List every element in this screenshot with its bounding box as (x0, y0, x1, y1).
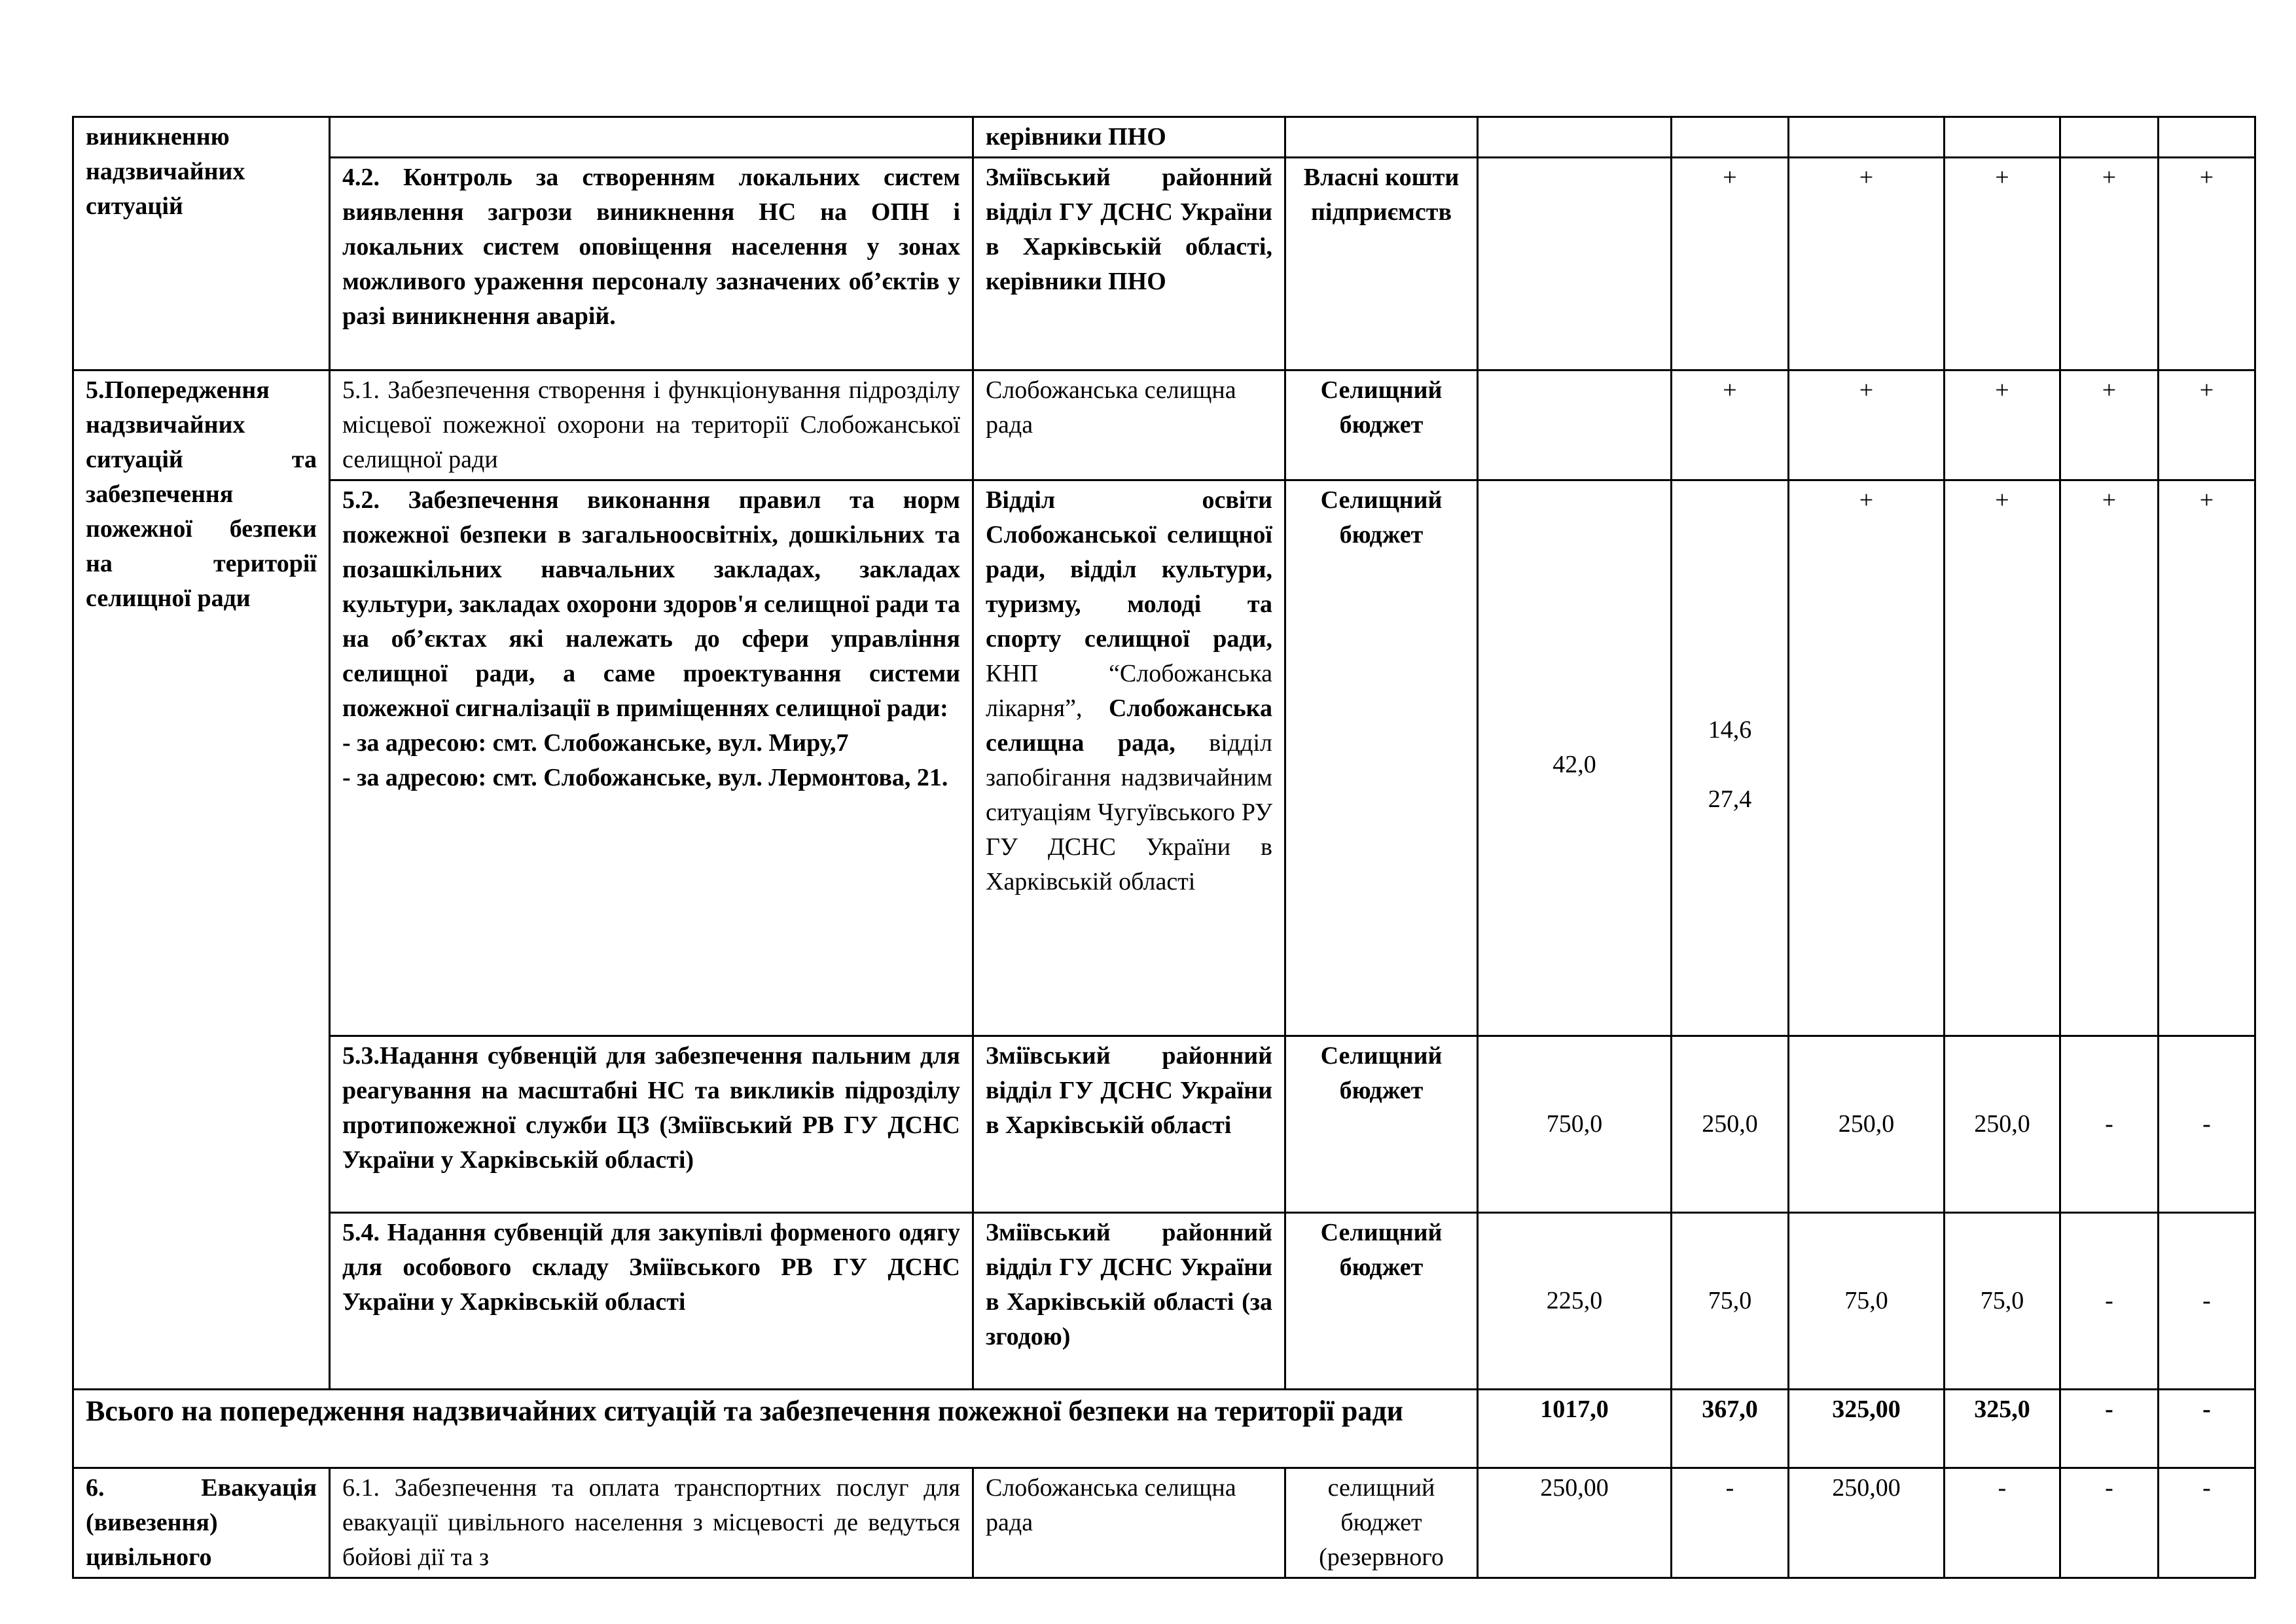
empty-cell (1478, 117, 1672, 158)
empty-cell (2060, 117, 2159, 158)
executor-cell: Зміївський районний відділ ГУ ДСНС України в Харківській області (973, 1036, 1285, 1213)
executor-bold-text-2: Слобожанська селищна рада, (986, 695, 1272, 757)
measures-table (72, 116, 2256, 1579)
year5-cell: + (2159, 480, 2255, 1036)
table-row-5-1 (73, 370, 2255, 480)
year1-cell: + (1672, 370, 1789, 480)
year1-cell: - (1672, 1468, 1789, 1578)
year5-cell: - (2159, 1213, 2255, 1390)
year1-cell: + (1672, 158, 1789, 370)
measure-main-text: 5.2. Забезпечення виконання правил та норм пожежної безпеки в загальноосвітніх, дошкільних та позашкільних навчальних закладах, закладах культури, закладах охорони здоров'я селищної ради та на об’єктах які належать до сфери управління селищної ради, а саме проектування системи пожежної сигналізації в приміщеннях селищної ради: (342, 486, 960, 722)
executor-cell: Слобожанська селищна рада (973, 370, 1285, 480)
year4-cell: + (2060, 158, 2159, 370)
funding-source-cell: селищний бюджет (резервного (1285, 1468, 1478, 1578)
year2-cell: + (1789, 480, 1945, 1036)
year3-cell: - (1945, 1468, 2060, 1578)
year1-value-a: 14,6 (1708, 716, 1752, 744)
year4-cell: - (2060, 1468, 2159, 1578)
measure-cell (330, 480, 973, 1036)
table-row-5-3 (73, 1036, 2255, 1213)
measure-cell: 5.3.Надання субвенцій для забезпечення пальним для реагування на масштабні НС та викликів підрозділу протипожежної служби ЦЗ (Зміївський РВ ГУ ДСНС України у Харківській області) (330, 1036, 973, 1213)
year5-cell: + (2159, 158, 2255, 370)
total-label-cell: Всього на попередження надзвичайних ситуацій та забезпечення пожежної безпеки на території ради (73, 1390, 1478, 1468)
year5-cell: - (2159, 1390, 2255, 1468)
funding-source-cell: Селищний бюджет (1285, 480, 1478, 1036)
year3-cell: 325,0 (1945, 1390, 2060, 1468)
total-cell: 250,00 (1478, 1468, 1672, 1578)
year1-cell: 250,0 (1672, 1036, 1789, 1213)
empty-cell (2159, 117, 2255, 158)
year4-cell: - (2060, 1213, 2159, 1390)
year2-cell: 325,00 (1789, 1390, 1945, 1468)
empty-cell (1672, 117, 1789, 158)
section4-title-cell: виникненню надзвичайних ситуацій (73, 117, 330, 370)
funding-source-cell: Власні кошти підприємств (1285, 158, 1478, 370)
executor-normal-text: КНП “Слобожанська лікарня”, (986, 660, 1272, 722)
year4-cell: - (2060, 1036, 2159, 1213)
measure-cell: 4.2. Контроль за створенням локальних систем виявлення загрози виникнення НС на ОПН і локальних систем оповіщення населення у зонах можливого ураження персоналу зазначених об’єктів у разі виникнення аварій. (330, 158, 973, 370)
year3-cell: 75,0 (1945, 1213, 2060, 1390)
year2-cell: + (1789, 370, 1945, 480)
measure-cell: 5.1. Забезпечення створення і функціонування підрозділу місцевої пожежної охорони на території Слобожанської селищної ради (330, 370, 973, 480)
section5-title-cell: 5.Попередження надзвичайних ситуацій та забезпечення пожежної безпеки на території селищної ради (73, 370, 330, 1390)
total-cell (1478, 158, 1672, 370)
total-cell (1478, 480, 1672, 1036)
total-value: 42,0 (1552, 751, 1596, 778)
year1-cell (1672, 480, 1789, 1036)
executor-cell: Зміївський районний відділ ГУ ДСНС України в Харківській області (за згодою) (973, 1213, 1285, 1390)
section6-title-cell: 6. Евакуація (вивезення) цивільного (73, 1468, 330, 1578)
funding-source-cell: Селищний бюджет (1285, 1036, 1478, 1213)
year5-cell: - (2159, 1468, 2255, 1578)
measure-cell: 6.1. Забезпечення та оплата транспортних послуг для евакуації цивільного населення з місцевості де ведуться бойові дії та з (330, 1468, 973, 1578)
table-row-5-4 (73, 1213, 2255, 1390)
executor-cell: Слобожанська селищна рада (973, 1468, 1285, 1578)
executor-bold-text: Відділ освіти Слобожанської селищної ради, відділ культури, туризму, молоді та спорту селищної ради, (986, 486, 1272, 653)
executor-cell: керівники ПНО (973, 117, 1285, 158)
empty-cell (1789, 117, 1945, 158)
funding-source-cell: Селищний бюджет (1285, 370, 1478, 480)
table-row-6-1 (73, 1468, 2255, 1578)
empty-cell (1285, 117, 1478, 158)
year3-cell: + (1945, 370, 2060, 480)
year2-cell: 75,0 (1789, 1213, 1945, 1390)
year4-cell: + (2060, 480, 2159, 1036)
year2-cell: 250,00 (1789, 1468, 1945, 1578)
year4-cell: - (2060, 1390, 2159, 1468)
executor-cell: Зміївський районний відділ ГУ ДСНС України в Харківській області, керівники ПНО (973, 158, 1285, 370)
measure-cell: 5.4. Надання субвенцій для закупівлі форменого одягу для особового складу Зміївського РВ ГУ ДСНС України у Харківській області (330, 1213, 973, 1390)
year1-cell: 75,0 (1672, 1213, 1789, 1390)
executor-normal-text-2: відділ запобігання надзвичайним ситуаціям Чугуївського РУ ГУ ДСНС України в Харківській області (986, 729, 1272, 895)
year4-cell: + (2060, 370, 2159, 480)
total-cell (1478, 370, 1672, 480)
empty-cell (1945, 117, 2060, 158)
empty-cell (330, 117, 973, 158)
year2-cell: + (1789, 158, 1945, 370)
year2-cell: 250,0 (1789, 1036, 1945, 1213)
address-1: - за адресою: смт. Слобожанське, вул. Миру,7 (342, 729, 849, 757)
year5-cell: + (2159, 370, 2255, 480)
year3-cell: + (1945, 480, 2060, 1036)
total-cell: 225,0 (1478, 1213, 1672, 1390)
funding-source-cell: Селищний бюджет (1285, 1213, 1478, 1390)
total-cell: 750,0 (1478, 1036, 1672, 1213)
table-row-5-2 (73, 480, 2255, 1036)
year5-cell: - (2159, 1036, 2255, 1213)
year3-cell: 250,0 (1945, 1036, 2060, 1213)
table-row-4-2 (73, 158, 2255, 370)
year1-value-b: 27,4 (1708, 785, 1752, 813)
table-row-continuation (73, 117, 2255, 158)
year1-cell: 367,0 (1672, 1390, 1789, 1468)
executor-cell (973, 480, 1285, 1036)
total-cell: 1017,0 (1478, 1390, 1672, 1468)
address-2: - за адресою: смт. Слобожанське, вул. Лермонтова, 21. (342, 764, 948, 791)
year3-cell: + (1945, 158, 2060, 370)
table-row-total (73, 1390, 2255, 1468)
